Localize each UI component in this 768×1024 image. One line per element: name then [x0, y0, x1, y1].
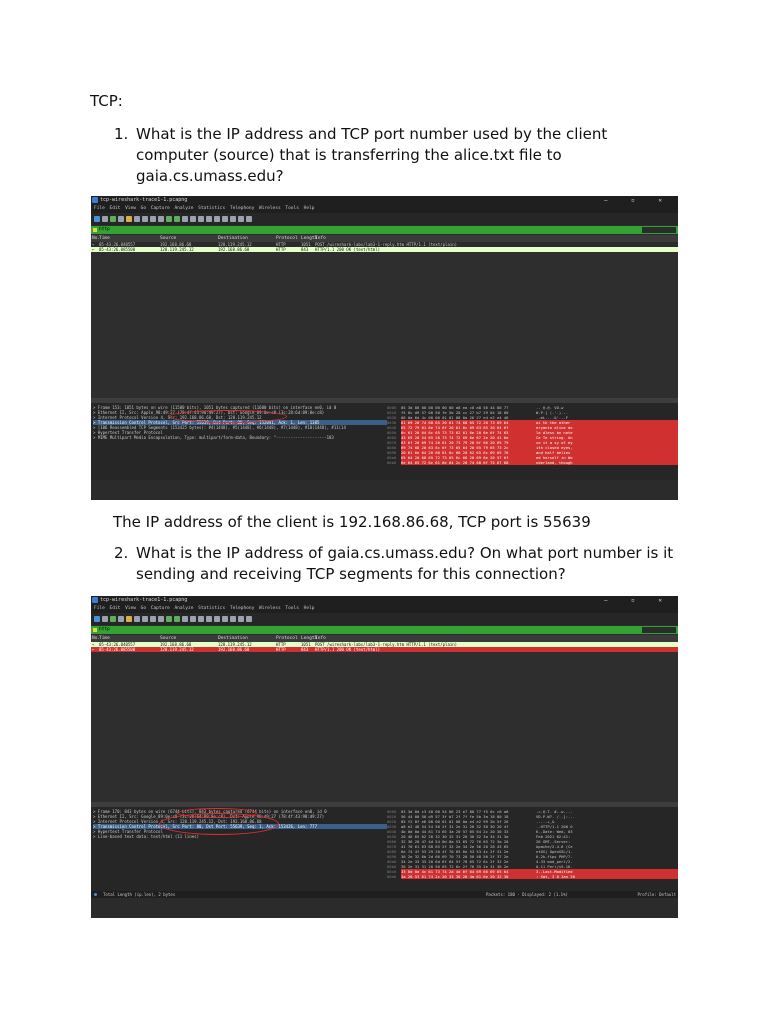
col-info[interactable]: Info: [315, 236, 326, 241]
reload-icon[interactable]: [150, 616, 156, 622]
main-toolbar: [91, 613, 678, 625]
hex-line: 00d0 3a 20 53 61 74 2c 20 33 30 20 4a 61 6e 20 32 30 : Sat, 3 0 Jan 20: [387, 874, 678, 879]
zoom-in-icon[interactable]: [222, 616, 228, 622]
go-forward-icon[interactable]: [174, 616, 180, 622]
col-destination[interactable]: Destination: [218, 636, 248, 641]
options-icon[interactable]: [118, 616, 124, 622]
section-heading: TCP:: [90, 92, 123, 110]
detail-line[interactable]: > Frame 153: 1051 bytes on wire (11500 bits), 1051 bytes captured (11600 bits) on interface en0, id 0: [93, 405, 337, 410]
col-info[interactable]: Info: [315, 636, 326, 641]
zoom-out-icon[interactable]: [230, 616, 236, 622]
detail-line[interactable]: > Line-based text data: text/html (11 lines): [93, 834, 199, 839]
bookmark-icon[interactable]: [93, 228, 97, 232]
hex-line: 00c0 33 0d 0a 4c 61 73 74 2d 4d 6f 64 69 66 69 65 64 3..Last-Modified: [387, 869, 678, 874]
hex-line: 0000 05 3d 00 00 00 00 00 00 a8 ea c0 a8 56 44 80 77 .. @.@. VD.w: [387, 405, 564, 410]
packet-row[interactable]: ← 05-43:26.085500 128.119.245.12 192.168.86.68 HTTP 843 HTTP/1.1 200 OK (text/html): [91, 247, 678, 252]
restart-icon[interactable]: [110, 216, 116, 222]
question-number: 2.: [114, 544, 129, 562]
hex-line: 0050 6c 61 20 64 6c 65 73 73 62 61 6e 20 6e 6f 74 65 la dless bn note: [387, 430, 678, 435]
window-title: tcp-wireshark-trace1-1.pcapng: [100, 197, 188, 203]
packet-list-header: [91, 635, 678, 642]
packet-details: [91, 807, 387, 891]
detail-line[interactable]: > Ethernet II, Src: Google_89:0e:c8 (3c:28:6d:89:0e:c8), Dst: Apple_98:d9:27 (78:4f:43:98:d9:27): [93, 814, 325, 819]
stop-icon[interactable]: [102, 616, 108, 622]
autoscroll-icon[interactable]: [206, 616, 212, 622]
hex-pane: [387, 807, 678, 891]
question-text: What is the IP address and TCP port number used by the client computer (source) that is transferring the alice.txt file to gaia.cs.umass.edu?: [136, 125, 608, 185]
detail-line[interactable]: > [106 Reassembled TCP Segments (153425 bytes): #4(1448), #5(1448), #6(1448), #7(1448), #10(1448), #11(14: [93, 425, 346, 430]
colorize-icon[interactable]: [214, 216, 220, 222]
open-folder-icon[interactable]: [126, 616, 132, 622]
packet-row[interactable]: → 05-43:26.840557 192.168.86.68 128.119.245.12 HTTP 1051 POST /wireshark-labs/lab3-1-reply.htm HTTP/1.1 (text/plain): [91, 642, 678, 647]
hex-line: 00a0 34 2e 33 33 20 6d 6f 64 5f 70 65 72 6c 2f 32 2e 4.33 mod_perl/2.: [387, 859, 573, 864]
display-filter-bar[interactable]: [91, 226, 678, 234]
detail-line[interactable]: > Hypertext Transfer Protocol: [93, 829, 163, 834]
hex-line: 0060 32 36 20 47 4d 54 0d 0a 53 65 72 76 65 72 3a 20 26 GMT..Server:: [387, 839, 571, 844]
bookmark-icon[interactable]: [93, 628, 97, 632]
detail-line[interactable]: > Frame 170: 843 bytes on wire (6744 bits), 843 bytes captured (6744 bits) on interface en0, id 0: [93, 809, 327, 814]
stop-icon[interactable]: [102, 216, 108, 222]
close-file-icon[interactable]: [142, 216, 148, 222]
annotation-circle: [177, 808, 257, 818]
open-folder-icon[interactable]: [126, 216, 132, 222]
col-no[interactable]: No.: [92, 236, 101, 241]
hex-line: 0030 61 69 20 74 68 65 20 61 74 68 65 72 20 73 69 64 ai th the other: [387, 420, 678, 425]
hex-line: 0010 56 44 00 50 d9 57 3f b7 2f 7f fe 5b 3a 18 80 18 VD.P.W?. /..[:...: [387, 814, 575, 819]
hex-line: 0080 69 74 68 20 63 6c 6f 73 65 64 20 65 79 65 73 2c ith closed eyes,: [387, 445, 678, 450]
reload-icon[interactable]: [150, 216, 156, 222]
zoom-out-icon[interactable]: [230, 216, 236, 222]
detail-line[interactable]: > Internet Protocol Version 4, Src: 192.168.86.68, Dst: 128.119.245.12: [93, 415, 262, 420]
question-text: What is the IP address of gaia.cs.umass.edu? On what port number is it sending and receiving TCP segments for this connection?: [136, 544, 674, 583]
autoscroll-icon[interactable]: [206, 216, 212, 222]
save-icon[interactable]: [134, 216, 140, 222]
wireshark-screenshot-1: [91, 196, 678, 500]
hex-line: 0020 05 f2 8f e6 00 00 01 01 08 0a e4 e2 99 2b 5f 26 .....+_&: [387, 819, 555, 824]
detail-line[interactable]: > Ethernet II, Src: Apple_98:d9:27 (78:4f:43:98:d9:27), Dst: Google_89:0e:c8 (3c:28:6d:89:0e:c8): [93, 410, 325, 415]
detail-line[interactable]: > Internet Protocol Version 4, Src: 128.119.245.12, Dst: 192.168.86.68: [93, 819, 262, 824]
hex-line: 0080 6e 74 4f 53 29 20 4f 70 65 6e 53 53 4c 2f 31 2e ntOS) OpenSSL/1.: [387, 849, 573, 854]
filter-buttons[interactable]: [642, 627, 676, 633]
zoom-reset-icon[interactable]: [238, 616, 244, 622]
go-back-icon[interactable]: [166, 616, 172, 622]
col-time[interactable]: Time: [99, 236, 110, 241]
go-to-packet-icon[interactable]: [182, 216, 188, 222]
answer-1: The IP address of the client is 192.168.86.68, TCP port is 55639: [113, 513, 591, 531]
hex-line: 0050 20 46 65 62 20 32 30 32 31 20 30 32 3a 34 31 3a Feb 2021 02:41:: [387, 834, 571, 839]
packet-list: [91, 242, 678, 398]
display-filter-input[interactable]: http: [99, 227, 110, 232]
hex-line: 0060 43 65 20 54 65 20 73 74 72 69 6e 67 2e 20 41 6e Ce Te string. An: [387, 435, 678, 440]
window-titlebar: [91, 196, 678, 205]
last-packet-icon[interactable]: [198, 616, 204, 622]
detail-line[interactable]: > Transmission Control Protocol, Src Port: 80, Dst Port: 55639, Seq: 1, Ack: 153426, Len: 777: [93, 824, 387, 829]
main-toolbar: [91, 213, 678, 225]
col-protocol[interactable]: Protocol: [276, 636, 298, 641]
first-packet-icon[interactable]: [190, 616, 196, 622]
shark-fin-icon[interactable]: [94, 616, 100, 622]
hex-line: 0040 4b 0d 0a 44 61 74 65 3a 20 57 65 64 2c 20 30 33 K..Date: Wed, 03: [387, 829, 573, 834]
menu-bar[interactable]: File Edit View Go Capture Analyze Statistics Telephony Wireless Tools Help: [91, 605, 678, 613]
packet-list: [91, 642, 678, 802]
shark-fin-icon[interactable]: [94, 216, 100, 222]
window-buttons[interactable]: – ▫ ✕: [603, 197, 672, 204]
resize-columns-icon[interactable]: [246, 216, 252, 222]
status-packets: Packets: 180 · Displayed: 2 (1.1%): [486, 892, 568, 897]
hex-pane: [387, 403, 678, 480]
window-titlebar: [91, 596, 678, 605]
wireshark-screenshot-2: [91, 596, 678, 918]
hex-line: 0020 08 0a 6d 4c 00 00 01 01 08 0a 26 27 e4 e2 e4 46 ..mL....&'...F: [387, 415, 569, 420]
search-icon[interactable]: [158, 616, 164, 622]
detail-panes: [91, 403, 678, 480]
wireshark-app-icon: [92, 197, 98, 203]
hex-line: 0030 a8 e2 48 54 54 50 2f 31 2e 31 20 32 30 30 20 4f ..HTTP/1.1 200 O: [387, 824, 573, 829]
go-to-packet-icon[interactable]: [182, 616, 188, 622]
go-forward-icon[interactable]: [174, 216, 180, 222]
go-back-icon[interactable]: [166, 216, 172, 222]
zoom-reset-icon[interactable]: [238, 216, 244, 222]
hex-line: 0090 30 2e 32 6b 2d 66 69 70 73 20 50 48 50 2f 37 2e 0.2k-fips PHP/7.: [387, 854, 573, 859]
status-profile[interactable]: Profile: Default: [637, 892, 676, 897]
detail-line[interactable]: > Hypertext Transfer Protocol: [93, 430, 163, 435]
hex-line: 0000 03 3d 0d c3 40 00 54 06 23 e7 80 77 f5 0c c0 a8 .=.@.T. #..w....: [387, 809, 573, 814]
col-protocol[interactable]: Protocol: [276, 236, 298, 241]
status-bar: [91, 891, 678, 898]
window-title: tcp-wireshark-trace1-1.pcapng: [100, 597, 188, 603]
wireshark-app-icon: [92, 597, 98, 603]
hex-line: 00b0 6e 64 65 72 6c 61 6e 64 2c 20 74 68 6f 75 67 68 nderland, though: [387, 460, 678, 465]
display-filter-input[interactable]: http: [99, 627, 110, 632]
hex-line: 00b0 30 2e 31 31 20 50 65 72 6c 2f 76 35 2e 31 36 2e 0.11 Perl/v5.16.: [387, 864, 573, 869]
close-file-icon[interactable]: [142, 616, 148, 622]
search-icon[interactable]: [158, 216, 164, 222]
display-filter-bar[interactable]: [91, 626, 678, 634]
detail-line[interactable]: > Transmission Control Protocol, Src Port: 55639, Dst Port: 80, Seq: 152041, Ack: 1, Len: 1385: [93, 420, 387, 425]
last-packet-icon[interactable]: [198, 216, 204, 222]
window-buttons[interactable]: – ▫ ✕: [603, 597, 672, 604]
packet-row-selected[interactable]: ← 05-43:26.085500 128.119.245.12 192.168.86.68 HTTP 843 HTTP/1.1 200 OK (text/html): [91, 647, 678, 652]
col-no[interactable]: No.: [92, 636, 101, 641]
save-icon[interactable]: [134, 616, 140, 622]
col-time[interactable]: Time: [99, 636, 110, 641]
question-number: 1.: [114, 125, 129, 143]
menu-bar[interactable]: File Edit View Go Capture Analyze Statistics Telephony Wireless Tools Help: [91, 205, 678, 213]
restart-icon[interactable]: [110, 616, 116, 622]
hex-line: 0040 65 72 79 61 6e 74 6f 20 61 6c 69 63 65 20 64 6f eryanto alice do: [387, 425, 678, 430]
hex-line: 0010 f5 0c d9 57 00 50 fe 5b 28 cc 27 b7 29 04 18 00 W.P.[ (.'.)...: [387, 410, 569, 415]
detail-panes: [91, 807, 678, 891]
filter-buttons[interactable]: [642, 227, 676, 233]
first-packet-icon[interactable]: [190, 216, 196, 222]
hex-line: 0090 20 61 6e 64 20 68 61 6c 66 20 62 65 6c 69 65 76 and half believ: [387, 450, 678, 455]
packet-details: [91, 403, 387, 480]
resize-columns-icon[interactable]: [246, 616, 252, 622]
hex-line: 00a0 65 64 20 68 65 72 73 65 6c 66 20 69 6e 20 57 6f ed herself in Wo: [387, 455, 678, 460]
ready-status-icon: [94, 893, 97, 896]
col-source[interactable]: Source: [160, 636, 177, 641]
options-icon[interactable]: [118, 216, 124, 222]
annotation-circle: [169, 410, 287, 423]
packet-row[interactable]: → 05-43:26.840557 192.168.86.68 128.119.245.12 HTTP 1051 POST /wireshark-labs/lab3-1-reply.htm HTTP/1.1 (text/plain): [91, 242, 678, 247]
zoom-in-icon[interactable]: [222, 216, 228, 222]
col-source[interactable]: Source: [160, 236, 177, 241]
col-destination[interactable]: Destination: [218, 236, 248, 241]
colorize-icon[interactable]: [214, 616, 220, 622]
packet-list-header: [91, 235, 678, 242]
col-length[interactable]: Length: [301, 636, 318, 641]
col-length[interactable]: Length: [301, 236, 318, 241]
question-1: [114, 124, 676, 187]
detail-line[interactable]: > MIME Multipart Media Encapsulation, Type: multipart/form-data, Boundary: "---------------------183: [93, 435, 334, 440]
hex-line: 0070 63 6f 20 69 74 20 61 20 73 79 20 6f 66 20 65 79 co it a sy of ey: [387, 440, 678, 445]
status-left: Total Length (ip.len), 2 bytes: [103, 892, 176, 897]
question-2: [114, 543, 676, 585]
hex-line: 0070 41 70 61 63 68 65 2f 32 2e 34 2e 36 20 28 43 65 Apache/2.4.6 (Ce: [387, 844, 573, 849]
